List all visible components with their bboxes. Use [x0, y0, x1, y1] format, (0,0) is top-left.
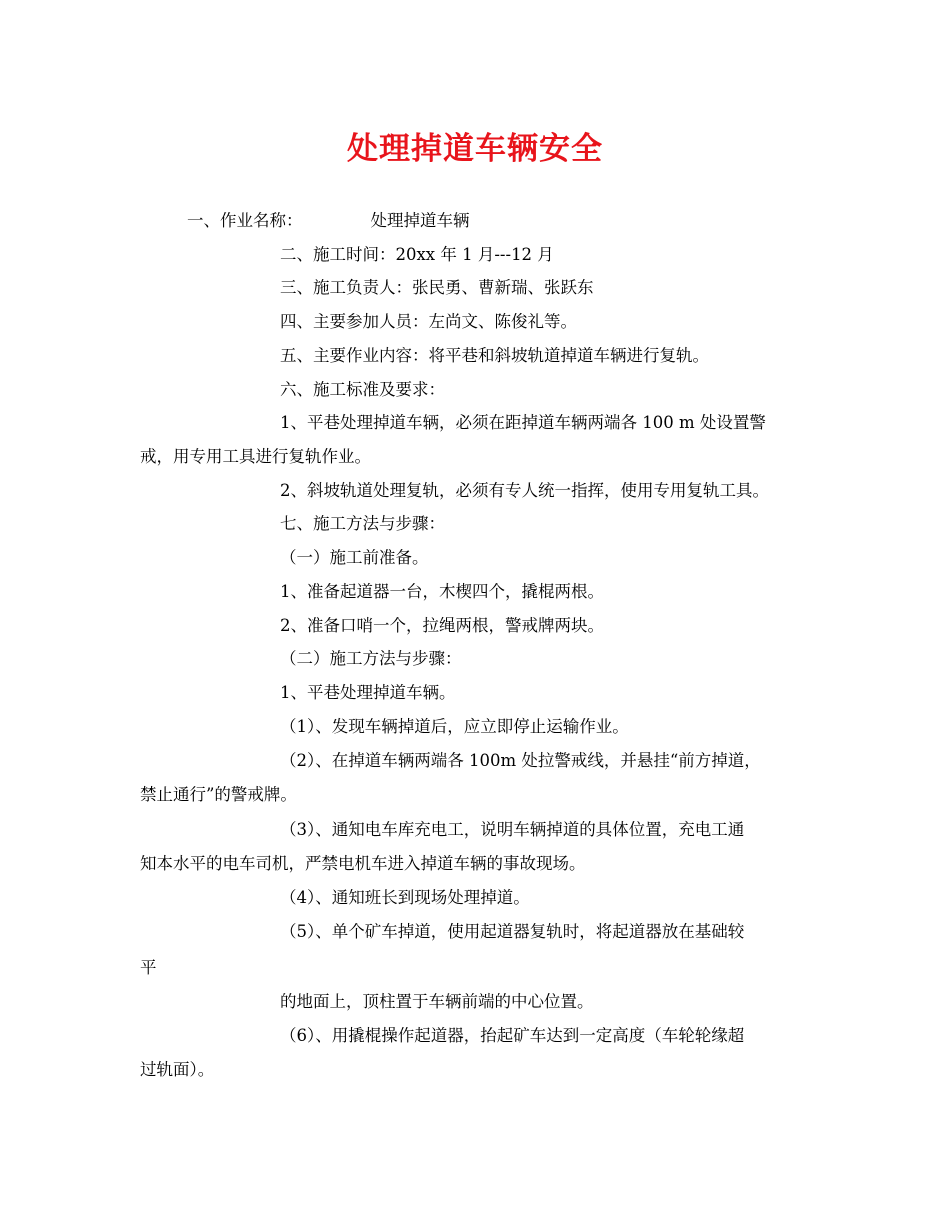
line-participants: 四、主要参加人员：左尚文、陈俊礼等。	[280, 312, 577, 331]
line-substep-1: （1）、发现车辆掉道后，应立即停止运输作业。	[280, 717, 629, 736]
line-work-name	[187, 209, 470, 233]
line-work-name-label: 一、作业名称：	[187, 211, 303, 230]
line-person-in-charge: 三、施工负责人：张民勇、曹新瑞、张跃东	[280, 278, 594, 297]
line-substep-6a: （6）、用撬棍操作起道器，抬起矿车达到一定高度（车轮轮缘超	[280, 1026, 745, 1045]
line-main-content: 五、主要作业内容：将平巷和斜坡轨道掉道车辆进行复轨。	[280, 346, 709, 365]
line-standard-1b: 戒，用专用工具进行复轨作业。	[140, 447, 371, 466]
line-substep-5a: （5）、单个矿车掉道，使用起道器复轨时，将起道器放在基础较	[280, 922, 745, 941]
line-standards-heading: 六、施工标准及要求：	[280, 380, 445, 399]
line-steps-heading: （二）施工方法与步骤：	[280, 649, 462, 668]
line-work-name-value: 处理掉道车辆	[370, 211, 470, 230]
line-method-heading: 七、施工方法与步骤：	[280, 514, 445, 533]
line-standard-2: 2、斜坡轨道处理复轨，必须有专人统一指挥，使用专用复轨工具。	[280, 481, 769, 500]
line-standard-1a: 1、平巷处理掉道车辆，必须在距掉道车辆两端各 100 m 处设置警	[280, 413, 766, 432]
line-substep-3a: （3）、通知电车库充电工，说明车辆掉道的具体位置，充电工通	[280, 820, 745, 839]
line-substep-2a: （2）、在掉道车辆两端各 100m 处拉警戒线，并悬挂“前方掉道，	[280, 751, 761, 770]
line-prep-1: 1、准备起道器一台，木楔四个，撬棍两根。	[280, 582, 604, 601]
line-preparation-heading: （一）施工前准备。	[280, 548, 429, 567]
line-prep-2: 2、准备口哨一个，拉绳两根，警戒牌两块。	[280, 616, 604, 635]
line-substep-5c: 的地面上，顶柱置于车辆前端的中心位置。	[280, 992, 594, 1011]
line-substep-6b: 过轨面）。	[140, 1060, 215, 1079]
line-step-1: 1、平巷处理掉道车辆。	[280, 683, 456, 702]
line-substep-3b: 知本水平的电车司机，严禁电机车进入掉道车辆的事故现场。	[140, 854, 586, 873]
line-substep-5b: 平	[140, 958, 157, 977]
document-title: 处理掉道车辆安全	[347, 131, 603, 167]
line-construction-time: 二、施工时间：20xx 年 1 月---12 月	[280, 245, 554, 264]
line-substep-4: （4）、通知班长到现场处理掉道。	[280, 888, 530, 907]
line-substep-2b: 禁止通行”的警戒牌。	[140, 785, 297, 804]
